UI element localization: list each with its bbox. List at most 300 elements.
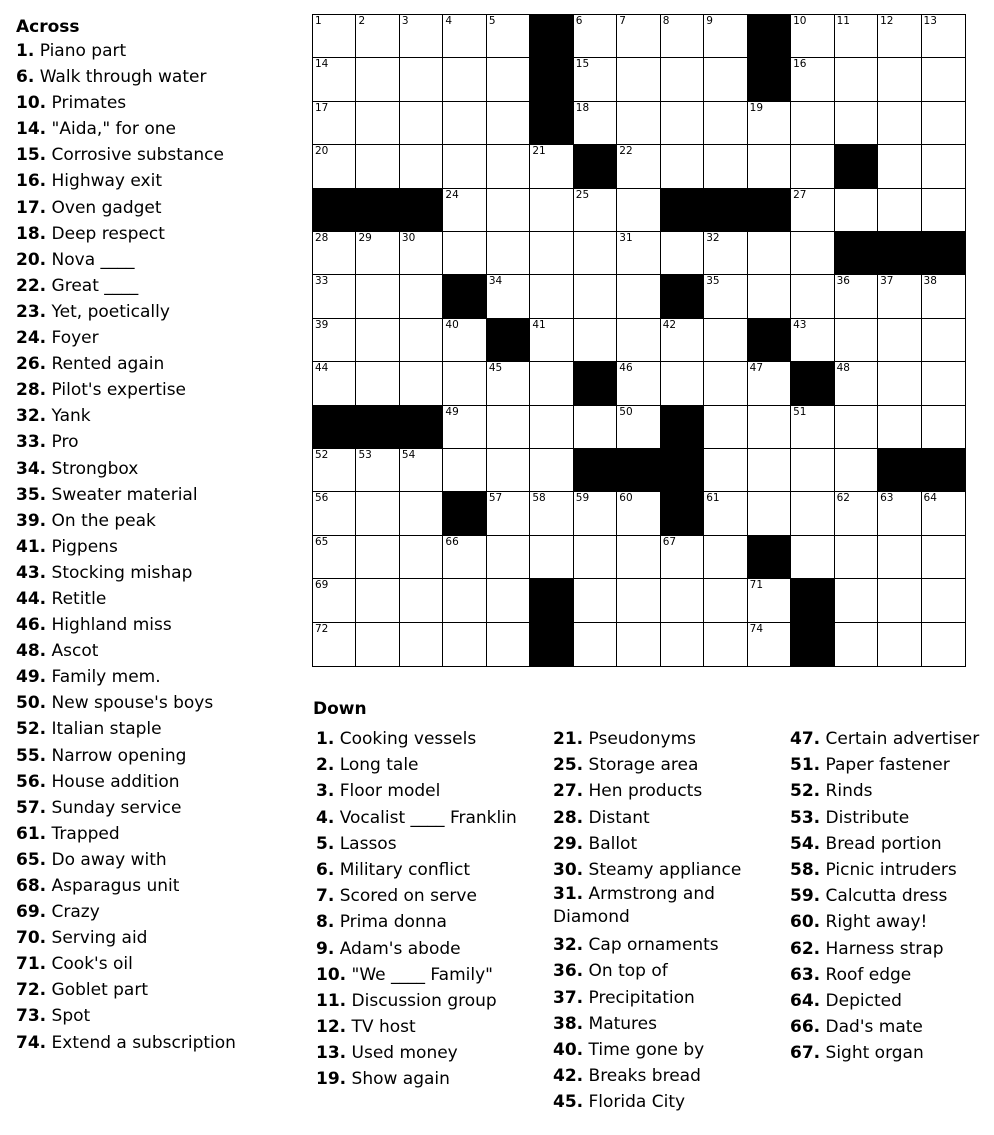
clue-down_col2-38: [553, 1011, 753, 1037]
clue-text: Right away!: [820, 912, 928, 933]
clue-text: Primates: [46, 93, 127, 114]
grid-cell[interactable]: [661, 232, 704, 275]
clue-number: 13.: [316, 1043, 347, 1064]
grid-cell[interactable]: [313, 449, 356, 492]
clue-across-46: [16, 612, 306, 638]
grid-cell[interactable]: [487, 232, 530, 275]
grid-cell[interactable]: [704, 449, 747, 492]
clue-across-65: [16, 847, 306, 873]
grid-cell[interactable]: [530, 275, 573, 318]
grid-cell[interactable]: [878, 275, 921, 318]
grid-cell[interactable]: [617, 492, 660, 535]
grid-cell[interactable]: [400, 102, 443, 145]
grid-cell[interactable]: [617, 536, 660, 579]
grid-cell[interactable]: [400, 58, 443, 101]
cell-number: 65: [315, 535, 329, 548]
grid-cell[interactable]: [443, 579, 486, 622]
grid-cell[interactable]: [704, 623, 747, 666]
grid-cell[interactable]: [835, 406, 878, 449]
grid-cell[interactable]: [704, 492, 747, 535]
grid-cell[interactable]: [791, 319, 834, 362]
grid-cell[interactable]: [356, 623, 399, 666]
clue-text: Family mem.: [46, 667, 161, 688]
grid-cell[interactable]: [791, 15, 834, 58]
clue-down_col2-28: [553, 805, 753, 831]
grid-cell[interactable]: [878, 406, 921, 449]
cell-number: 71: [749, 579, 764, 592]
clue-number: 12.: [316, 1017, 347, 1038]
cell-number: 27: [793, 188, 807, 201]
grid-cell[interactable]: [922, 319, 965, 362]
grid-cell[interactable]: [487, 623, 530, 666]
grid-cell[interactable]: [356, 58, 399, 101]
clue-text: Do away with: [46, 849, 167, 870]
grid-cell[interactable]: [574, 319, 617, 362]
grid-cell[interactable]: [356, 15, 399, 58]
grid-cell[interactable]: [922, 362, 965, 405]
grid-cell[interactable]: [574, 102, 617, 145]
grid-cell[interactable]: [617, 406, 660, 449]
grid-cell[interactable]: [443, 623, 486, 666]
grid-cell[interactable]: [313, 58, 356, 101]
grid-cell[interactable]: [487, 275, 530, 318]
clue-down_col3-63: [790, 962, 979, 988]
clue-number: 45.: [553, 1092, 584, 1113]
clue-text: Nova ____: [46, 249, 135, 270]
grid-cell[interactable]: [791, 406, 834, 449]
grid-cell[interactable]: [356, 362, 399, 405]
clue-across-73: [16, 1003, 306, 1029]
black-square: [574, 145, 617, 188]
grid-cell[interactable]: [313, 623, 356, 666]
clue-down_col3-47: [790, 726, 979, 752]
grid-cell[interactable]: [922, 15, 965, 58]
grid-cell[interactable]: [617, 275, 660, 318]
black-square: [661, 449, 704, 492]
grid-cell[interactable]: [922, 102, 965, 145]
cell-number: 35: [706, 275, 720, 288]
clue-text: Hen products: [583, 781, 703, 802]
grid-cell[interactable]: [574, 579, 617, 622]
black-square: [530, 15, 573, 58]
grid-cell[interactable]: [443, 15, 486, 58]
grid-cell[interactable]: [530, 536, 573, 579]
grid-cell[interactable]: [574, 15, 617, 58]
clue-across-70: [16, 925, 306, 951]
clue-text: Lassos: [334, 833, 397, 854]
grid-cell[interactable]: [617, 623, 660, 666]
grid-cell[interactable]: [661, 102, 704, 145]
grid-cell[interactable]: [661, 579, 704, 622]
clue-down_col3-60: [790, 909, 979, 935]
grid-cell[interactable]: [313, 492, 356, 535]
grid-cell[interactable]: [487, 189, 530, 232]
grid-cell[interactable]: [835, 492, 878, 535]
grid-cell[interactable]: [704, 406, 747, 449]
cell-number: 33: [315, 275, 329, 288]
grid-cell[interactable]: [878, 492, 921, 535]
grid-cell[interactable]: [748, 232, 791, 275]
clue-number: 16.: [16, 171, 47, 192]
grid-cell[interactable]: [356, 492, 399, 535]
grid-cell[interactable]: [748, 623, 791, 666]
cell-number: 44: [315, 362, 329, 375]
black-square: [748, 189, 791, 232]
clue-number: 69.: [16, 902, 47, 923]
grid-cell[interactable]: [922, 145, 965, 188]
grid-cell[interactable]: [661, 623, 704, 666]
grid-cell[interactable]: [661, 319, 704, 362]
grid-cell[interactable]: [922, 275, 965, 318]
grid-cell[interactable]: [791, 449, 834, 492]
grid-cell[interactable]: [704, 319, 747, 362]
cell-number: 58: [532, 492, 546, 505]
grid-cell[interactable]: [922, 623, 965, 666]
grid-cell[interactable]: [443, 362, 486, 405]
grid-cell[interactable]: [922, 406, 965, 449]
grid-cell[interactable]: [574, 189, 617, 232]
clue-across-16: [16, 168, 306, 194]
black-square: [661, 275, 704, 318]
cell-number: 21: [532, 145, 546, 158]
grid-cell[interactable]: [487, 449, 530, 492]
grid-cell[interactable]: [487, 58, 530, 101]
cell-number: 15: [575, 58, 590, 71]
grid-cell[interactable]: [574, 58, 617, 101]
grid-cell[interactable]: [443, 536, 486, 579]
clue-text: Adam's abode: [334, 938, 461, 959]
clue-text: On the peak: [46, 510, 156, 531]
grid-cell[interactable]: [313, 232, 356, 275]
grid-cell[interactable]: [530, 362, 573, 405]
cell-number: 14: [315, 58, 329, 71]
grid-cell[interactable]: [574, 275, 617, 318]
grid-cell[interactable]: [530, 449, 573, 492]
grid-cell[interactable]: [313, 145, 356, 188]
clue-text: Storage area: [583, 755, 699, 776]
grid-cell[interactable]: [400, 536, 443, 579]
clue-number: 18.: [16, 223, 47, 244]
clue-text: On top of: [583, 961, 668, 982]
grid-cell[interactable]: [704, 579, 747, 622]
grid-cell[interactable]: [530, 319, 573, 362]
grid-cell[interactable]: [356, 579, 399, 622]
clue-number: 32.: [553, 935, 584, 956]
cell-number: 48: [836, 362, 850, 375]
grid-cell[interactable]: [487, 492, 530, 535]
clue-number: 58.: [790, 859, 821, 880]
grid-cell[interactable]: [922, 492, 965, 535]
grid-cell[interactable]: [400, 145, 443, 188]
clue-text: Stocking mishap: [46, 562, 193, 583]
grid-cell[interactable]: [443, 406, 486, 449]
clue-text: Roof edge: [820, 964, 912, 985]
grid-cell[interactable]: [835, 579, 878, 622]
grid-cell[interactable]: [748, 102, 791, 145]
grid-cell[interactable]: [704, 145, 747, 188]
grid-cell[interactable]: [313, 579, 356, 622]
grid-cell[interactable]: [400, 232, 443, 275]
grid-cell[interactable]: [617, 102, 660, 145]
grid-cell[interactable]: [313, 362, 356, 405]
clue-number: 3.: [316, 781, 335, 802]
clue-number: 44.: [16, 588, 47, 609]
grid-cell[interactable]: [617, 189, 660, 232]
clue-down_col3-59: [790, 883, 979, 909]
grid-cell[interactable]: [617, 579, 660, 622]
grid-cell[interactable]: [400, 362, 443, 405]
clue-text: Calcutta dress: [820, 886, 948, 907]
grid-cell[interactable]: [661, 58, 704, 101]
grid-cell[interactable]: [617, 319, 660, 362]
grid-cell[interactable]: [922, 579, 965, 622]
grid-cell[interactable]: [835, 449, 878, 492]
grid-cell[interactable]: [791, 102, 834, 145]
black-square: [487, 319, 530, 362]
grid-cell[interactable]: [835, 275, 878, 318]
clue-across-56: [16, 769, 306, 795]
grid-cell[interactable]: [748, 449, 791, 492]
clue-number: 56.: [16, 771, 47, 792]
grid-cell[interactable]: [574, 623, 617, 666]
clue-text: Rented again: [46, 354, 165, 375]
grid-cell[interactable]: [791, 145, 834, 188]
grid-cell[interactable]: [443, 189, 486, 232]
grid-cell[interactable]: [356, 102, 399, 145]
grid-cell[interactable]: [487, 102, 530, 145]
grid-cell[interactable]: [878, 536, 921, 579]
grid-cell[interactable]: [661, 362, 704, 405]
grid-cell[interactable]: [400, 15, 443, 58]
grid-cell[interactable]: [487, 145, 530, 188]
black-square: [530, 623, 573, 666]
grid-cell[interactable]: [530, 189, 573, 232]
clue-across-49: [16, 664, 306, 690]
grid-cell[interactable]: [443, 102, 486, 145]
clue-number: 5.: [316, 833, 335, 854]
grid-cell[interactable]: [791, 58, 834, 101]
clue-across-41: [16, 534, 306, 560]
clue-text: Retitle: [46, 588, 107, 609]
grid-cell[interactable]: [487, 15, 530, 58]
grid-cell[interactable]: [922, 536, 965, 579]
grid-cell[interactable]: [878, 102, 921, 145]
grid-cell[interactable]: [400, 579, 443, 622]
grid-cell[interactable]: [748, 145, 791, 188]
grid-cell[interactable]: [878, 319, 921, 362]
cell-number: 1: [315, 15, 322, 27]
clue-text: Italian staple: [46, 719, 162, 740]
grid-cell[interactable]: [878, 623, 921, 666]
grid-cell[interactable]: [313, 536, 356, 579]
grid-cell[interactable]: [530, 232, 573, 275]
grid-cell[interactable]: [835, 623, 878, 666]
cell-number: 63: [880, 492, 894, 505]
black-square: [922, 232, 965, 275]
grid-cell[interactable]: [661, 15, 704, 58]
black-square: [530, 102, 573, 145]
grid-cell[interactable]: [356, 145, 399, 188]
grid-cell[interactable]: [791, 275, 834, 318]
clue-text: Extend a subscription: [46, 1032, 236, 1053]
grid-cell[interactable]: [356, 232, 399, 275]
clue-down_col1-3: [316, 778, 517, 804]
cell-number: 32: [706, 232, 720, 244]
grid-cell[interactable]: [356, 275, 399, 318]
grid-cell[interactable]: [791, 492, 834, 535]
grid-cell[interactable]: [835, 189, 878, 232]
grid-cell[interactable]: [878, 15, 921, 58]
grid-cell[interactable]: [748, 579, 791, 622]
clue-number: 54.: [790, 833, 821, 854]
grid-cell[interactable]: [835, 15, 878, 58]
grid-cell[interactable]: [487, 362, 530, 405]
grid-cell[interactable]: [400, 275, 443, 318]
cell-number: 62: [836, 492, 850, 505]
clue-across-61: [16, 821, 306, 847]
grid-cell[interactable]: [748, 362, 791, 405]
grid-cell[interactable]: [356, 536, 399, 579]
grid-cell[interactable]: [748, 406, 791, 449]
grid-cell[interactable]: [617, 362, 660, 405]
clue-number: 27.: [553, 781, 584, 802]
clue-number: 15.: [16, 145, 47, 166]
clue-text: Spot: [46, 1006, 91, 1027]
clue-number: 38.: [553, 1013, 584, 1034]
grid-cell[interactable]: [487, 536, 530, 579]
grid-cell[interactable]: [574, 536, 617, 579]
clue-down_col2-25: [553, 752, 753, 778]
grid-cell[interactable]: [574, 492, 617, 535]
clue-across-1: [16, 38, 306, 64]
clue-number: 51.: [790, 755, 821, 776]
grid-cell[interactable]: [704, 362, 747, 405]
grid-cell[interactable]: [835, 102, 878, 145]
grid-cell[interactable]: [530, 145, 573, 188]
grid-cell[interactable]: [400, 319, 443, 362]
clue-across-52: [16, 716, 306, 742]
grid-cell[interactable]: [661, 145, 704, 188]
grid-cell[interactable]: [313, 275, 356, 318]
cell-number: 69: [315, 579, 329, 592]
clue-down_col1-7: [316, 883, 517, 909]
cell-number: 5: [488, 15, 496, 27]
clue-number: 6.: [316, 859, 335, 880]
clue-number: 36.: [553, 961, 584, 982]
grid-cell[interactable]: [443, 58, 486, 101]
clue-across-14: [16, 116, 306, 142]
clue-across-22: [16, 273, 306, 299]
grid-cell[interactable]: [704, 232, 747, 275]
grid-cell[interactable]: [356, 449, 399, 492]
grid-cell[interactable]: [617, 232, 660, 275]
grid-cell[interactable]: [878, 189, 921, 232]
clue-number: 50.: [16, 693, 47, 714]
clue-down_col2-29: [553, 831, 753, 857]
cell-number: 40: [445, 318, 459, 331]
clue-number: 39.: [16, 510, 47, 531]
grid-cell[interactable]: [400, 623, 443, 666]
grid-cell[interactable]: [443, 232, 486, 275]
clue-text: Depicted: [820, 990, 902, 1011]
grid-cell[interactable]: [922, 189, 965, 232]
clue-text: Trapped: [46, 823, 120, 844]
grid-cell[interactable]: [791, 536, 834, 579]
grid-cell[interactable]: [400, 492, 443, 535]
grid-cell[interactable]: [443, 145, 486, 188]
clue-text: Foyer: [46, 328, 99, 349]
clue-across-18: [16, 221, 306, 247]
grid-cell[interactable]: [400, 449, 443, 492]
grid-cell[interactable]: [487, 579, 530, 622]
grid-cell[interactable]: [617, 145, 660, 188]
clue-across-28: [16, 377, 306, 403]
grid-cell[interactable]: [313, 15, 356, 58]
clue-down_col2-42: [553, 1063, 753, 1089]
clue-down_col1-6: [316, 857, 517, 883]
grid-cell[interactable]: [704, 536, 747, 579]
cell-number: 54: [401, 449, 416, 461]
grid-cell[interactable]: [704, 275, 747, 318]
grid-cell[interactable]: [574, 232, 617, 275]
grid-cell[interactable]: [356, 319, 399, 362]
grid-cell[interactable]: [878, 58, 921, 101]
grid-cell[interactable]: [878, 362, 921, 405]
grid-cell[interactable]: [922, 58, 965, 101]
grid-cell[interactable]: [791, 232, 834, 275]
clue-number: 28.: [16, 380, 47, 401]
cell-number: 3: [401, 15, 409, 27]
grid-cell[interactable]: [487, 406, 530, 449]
grid-cell[interactable]: [313, 319, 356, 362]
grid-cell[interactable]: [835, 362, 878, 405]
grid-cell[interactable]: [704, 58, 747, 101]
clue-number: 11.: [316, 990, 347, 1011]
clue-number: 43.: [16, 562, 47, 583]
grid-cell[interactable]: [617, 58, 660, 101]
grid-cell[interactable]: [878, 579, 921, 622]
down-heading: Down: [313, 699, 367, 719]
grid-cell[interactable]: [704, 15, 747, 58]
grid-cell[interactable]: [704, 102, 747, 145]
grid-cell[interactable]: [835, 58, 878, 101]
grid-cell[interactable]: [791, 189, 834, 232]
grid-cell[interactable]: [661, 536, 704, 579]
grid-cell[interactable]: [617, 15, 660, 58]
clue-number: 42.: [553, 1066, 584, 1087]
clue-number: 37.: [553, 987, 584, 1008]
grid-cell[interactable]: [443, 319, 486, 362]
grid-cell[interactable]: [313, 102, 356, 145]
grid-cell[interactable]: [443, 449, 486, 492]
cell-number: 2: [358, 15, 366, 27]
grid-cell[interactable]: [574, 406, 617, 449]
grid-cell[interactable]: [530, 406, 573, 449]
grid-cell[interactable]: [835, 536, 878, 579]
grid-cell[interactable]: [530, 492, 573, 535]
cell-number: 52: [315, 449, 329, 461]
grid-cell[interactable]: [748, 492, 791, 535]
clue-number: 65.: [16, 849, 47, 870]
clue-across-17: [16, 195, 306, 221]
across-heading: Across: [16, 17, 80, 37]
grid-cell[interactable]: [878, 145, 921, 188]
clue-number: 41.: [16, 536, 47, 557]
cell-number: 25: [575, 188, 590, 201]
cell-number: 9: [706, 15, 713, 27]
grid-cell[interactable]: [748, 275, 791, 318]
grid-cell[interactable]: [835, 319, 878, 362]
